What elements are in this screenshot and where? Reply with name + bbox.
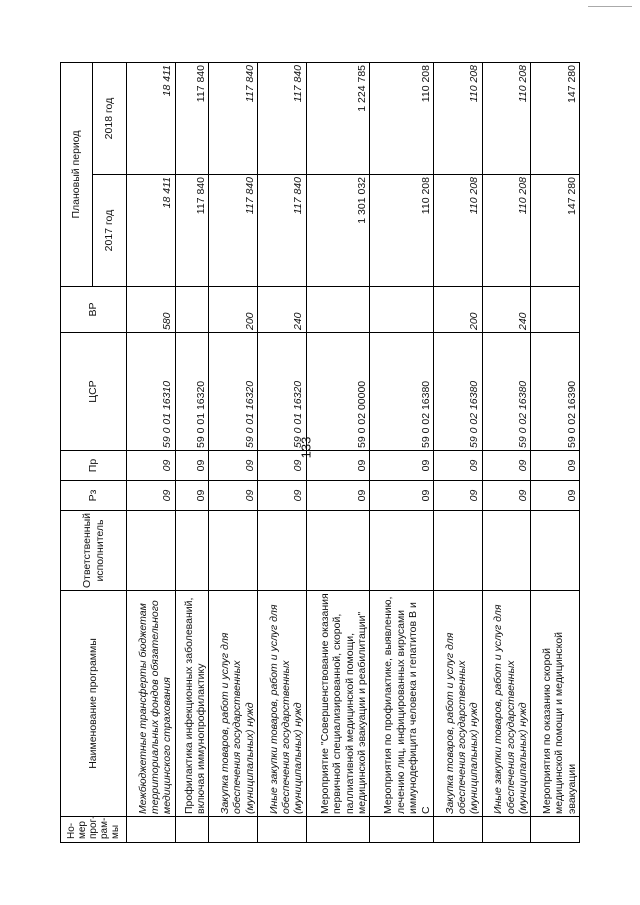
program-name-cell: Межбюджетные трансферты бюджетам территориальных фондов обязательного медицинского страхования	[127, 591, 176, 817]
pr-cell: 09	[482, 451, 531, 481]
program-name-cell: Мероприятия по оказанию скорой медицинской помощи и медицинской эвакуации	[531, 591, 580, 817]
rz-cell: 09	[370, 481, 434, 511]
scan-mark	[588, 6, 632, 7]
csr-cell: 59 0 02 16390	[531, 333, 580, 451]
value-2018-cell: 18 411	[127, 63, 176, 175]
table-row	[257, 63, 306, 843]
program-number-cell	[370, 817, 434, 843]
pr-cell: 09	[209, 451, 258, 481]
program-number-cell	[433, 817, 482, 843]
csr-cell: 59 0 02 16380	[482, 333, 531, 451]
csr-cell: 59 0 02 00000	[306, 333, 370, 451]
rz-cell: 09	[175, 481, 209, 511]
csr-cell: 59 0 01 16310	[127, 333, 176, 451]
table-row	[370, 63, 434, 843]
table-row	[482, 63, 531, 843]
header-year-2018: 2018 год	[93, 63, 127, 175]
value-2017-cell: 117 840	[257, 175, 306, 287]
header-program-number: Но- мер прог- рам- мы	[61, 817, 127, 843]
table-row	[433, 63, 482, 843]
rotated-table-wrapper	[60, 63, 580, 843]
executor-cell	[127, 511, 176, 591]
executor-cell	[209, 511, 258, 591]
pr-cell: 09	[370, 451, 434, 481]
program-name-cell: Закупка товаров, работ и услуг для обеспечения государственных (муниципальных) нужд	[433, 591, 482, 817]
vr-cell	[175, 287, 209, 333]
value-2017-cell: 117 840	[175, 175, 209, 287]
rz-cell: 09	[482, 481, 531, 511]
rz-cell: 09	[531, 481, 580, 511]
executor-cell	[175, 511, 209, 591]
executor-cell	[482, 511, 531, 591]
program-name-cell: Мероприятие "Совершенствование оказания первичной специализированной, скорой, паллиативной медицинской помощи, медицинской эвакуации и реабилитации"	[306, 591, 370, 817]
pr-cell: 09	[433, 451, 482, 481]
csr-cell: 59 0 02 16380	[433, 333, 482, 451]
program-number-cell	[127, 817, 176, 843]
pr-cell: 09	[306, 451, 370, 481]
pr-cell: 09	[175, 451, 209, 481]
value-2018-cell: 117 840	[175, 63, 209, 175]
header-planned-period: Плановый период	[61, 63, 93, 287]
header-pr: Пр	[61, 451, 127, 481]
program-number-cell	[482, 817, 531, 843]
header-vr: ВР	[61, 287, 127, 333]
program-number-cell	[209, 817, 258, 843]
value-2017-cell: 18 411	[127, 175, 176, 287]
page-number: 133	[298, 436, 314, 459]
header-executor: Ответственный исполнитель	[61, 511, 127, 591]
vr-cell: 200	[433, 287, 482, 333]
header-program-name: Наименование программы	[61, 591, 127, 817]
rz-cell: 09	[127, 481, 176, 511]
value-2018-cell: 117 840	[257, 63, 306, 175]
program-name-cell: Закупка товаров, работ и услуг для обеспечения государственных (муниципальных) нужд	[209, 591, 258, 817]
rz-cell: 09	[306, 481, 370, 511]
program-name-cell: Иные закупки товаров, работ и услуг для обеспечения государственных (муниципальных) нужд	[257, 591, 306, 817]
program-number-cell	[531, 817, 580, 843]
rz-cell: 09	[433, 481, 482, 511]
header-csr: ЦСР	[61, 333, 127, 451]
csr-cell: 59 0 01 16320	[209, 333, 258, 451]
vr-cell	[306, 287, 370, 333]
header-rz: Рз	[61, 481, 127, 511]
header-year-2017: 2017 год	[93, 175, 127, 287]
vr-cell	[370, 287, 434, 333]
pr-cell: 09	[127, 451, 176, 481]
rz-cell: 09	[209, 481, 258, 511]
rz-cell: 09	[257, 481, 306, 511]
pr-cell: 09	[257, 451, 306, 481]
value-2017-cell: 1 301 032	[306, 175, 370, 287]
executor-cell	[306, 511, 370, 591]
program-name-cell: Иные закупки товаров, работ и услуг для обеспечения государственных (муниципальных) нужд	[482, 591, 531, 817]
program-number-cell	[257, 817, 306, 843]
value-2018-cell: 110 208	[482, 63, 531, 175]
program-name-cell: Мероприятия по профилактике, выявлению, лечению лиц, инфицированных вирусами иммунодефицита человека и гепатитов В и С	[370, 591, 434, 817]
value-2017-cell: 117 840	[209, 175, 258, 287]
value-2017-cell: 147 280	[531, 175, 580, 287]
program-number-cell	[175, 817, 209, 843]
value-2017-cell: 110 208	[433, 175, 482, 287]
program-name-cell: Профилактика инфекционных заболеваний, включая иммунопрофилактику	[175, 591, 209, 817]
pr-cell: 09	[531, 451, 580, 481]
csr-cell: 59 0 02 16380	[370, 333, 434, 451]
csr-cell: 59 0 01 16320	[175, 333, 209, 451]
vr-cell: 200	[209, 287, 258, 333]
table-row	[306, 63, 370, 843]
table-row	[127, 63, 176, 843]
value-2018-cell: 110 208	[370, 63, 434, 175]
value-2018-cell: 147 280	[531, 63, 580, 175]
value-2017-cell: 110 208	[370, 175, 434, 287]
budget-table	[60, 62, 580, 843]
value-2018-cell: 117 840	[209, 63, 258, 175]
executor-cell	[257, 511, 306, 591]
executor-cell	[433, 511, 482, 591]
vr-cell: 240	[482, 287, 531, 333]
executor-cell	[370, 511, 434, 591]
table-row	[531, 63, 580, 843]
vr-cell: 580	[127, 287, 176, 333]
table-row	[209, 63, 258, 843]
vr-cell: 240	[257, 287, 306, 333]
program-number-cell	[306, 817, 370, 843]
value-2018-cell: 110 208	[433, 63, 482, 175]
table-row	[175, 63, 209, 843]
executor-cell	[531, 511, 580, 591]
vr-cell	[531, 287, 580, 333]
csr-cell: 59 0 01 16320	[257, 333, 306, 451]
value-2017-cell: 110 208	[482, 175, 531, 287]
value-2018-cell: 1 224 785	[306, 63, 370, 175]
